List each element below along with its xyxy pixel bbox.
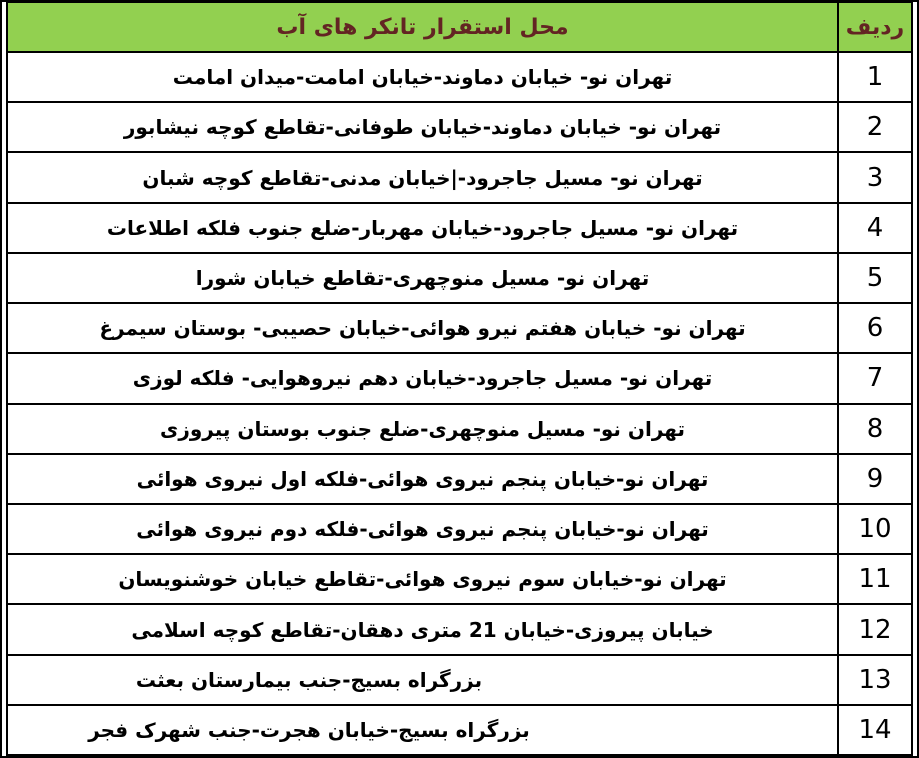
table-grid (6, 2, 913, 756)
table-row (8, 403, 911, 453)
row-number-cell[interactable]: 1 (837, 53, 911, 101)
table-row (8, 603, 911, 653)
location-cell-with-text-cursor[interactable]: تهران نو- مسیل جاجرود-|خیابان مدنی-تقاطع کوچه شبان (142, 165, 703, 190)
location-cell[interactable]: بزرگراه بسیج-جنب بیمارستان بعثت (135, 667, 483, 692)
table-row (8, 553, 911, 603)
location-cell[interactable]: تهران نو-خیابان سوم نیروی هوائی-تقاطع خیابان خوشنویسان (118, 567, 727, 592)
location-cell[interactable]: تهران نو- خیابان دماوند-خیابان امامت-میدان امامت (172, 65, 673, 90)
table-row (8, 151, 911, 201)
location-cell[interactable]: تهران نو-خیابان پنجم نیروی هوائی-فلکه اول نیروی هوائی (136, 466, 709, 491)
table-row (8, 101, 911, 151)
row-number-cell[interactable]: 5 (837, 254, 911, 302)
row-number-cell[interactable]: 10 (837, 505, 911, 553)
location-cell[interactable]: خیابان پیروزی-خیابان 21 متری دهقان-تقاطع کوچه اسلامی (131, 617, 714, 642)
location-cell[interactable]: تهران نو- مسیل منوچهری-ضلع جنوب بوستان پیروزی (160, 416, 685, 441)
table-header-row (8, 3, 911, 53)
row-number-cell[interactable]: 9 (837, 455, 911, 503)
row-number-cell[interactable]: 11 (837, 555, 911, 603)
table-row (8, 202, 911, 252)
row-number-cell[interactable]: 7 (837, 354, 911, 402)
table-row (8, 654, 911, 704)
location-cell[interactable]: تهران نو-خیابان پنجم نیروی هوائی-فلکه دوم نیروی هوائی (136, 517, 709, 542)
location-cell[interactable]: تهران نو- خیابان دماوند-خیابان طوفانی-تقاطع کوچه نیشابور (123, 115, 722, 140)
row-number-cell[interactable]: 14 (837, 706, 911, 754)
location-cell[interactable]: تهران نو- مسیل جاجرود-خیابان دهم نیروهوایی- فلکه لوزی (132, 366, 713, 391)
location-cell[interactable]: تهران نو- مسیل جاجرود-خیابان مهربار-ضلع جنوب فلکه اطلاعات (106, 215, 739, 240)
header-row-number-cell[interactable]: ردیف (837, 3, 911, 51)
location-cell[interactable]: بزرگراه بسیج-خیابان هجرت-جنب شهرک فجر (88, 717, 530, 742)
row-number-cell[interactable]: 6 (837, 304, 911, 352)
row-number-cell[interactable]: 13 (837, 656, 911, 704)
table-row (8, 704, 911, 754)
table-row (8, 252, 911, 302)
location-cell[interactable]: تهران نو- مسیل منوچهری-تقاطع خیابان شورا (195, 265, 650, 290)
row-number-cell[interactable]: 2 (837, 103, 911, 151)
header-location-cell[interactable]: محل استقرار تانکر های آب (276, 14, 569, 40)
table-row (8, 352, 911, 402)
row-number-cell[interactable]: 3 (837, 153, 911, 201)
location-cell[interactable]: تهران نو- خیابان هفتم نیرو هوائی-خیابان حصیبی- بوستان سیمرغ (99, 316, 746, 341)
row-number-cell[interactable]: 8 (837, 405, 911, 453)
table-row (8, 453, 911, 503)
table-row (8, 302, 911, 352)
row-number-cell[interactable]: 4 (837, 204, 911, 252)
table-row (8, 503, 911, 553)
table-row (8, 53, 911, 101)
row-number-cell[interactable]: 12 (837, 605, 911, 653)
